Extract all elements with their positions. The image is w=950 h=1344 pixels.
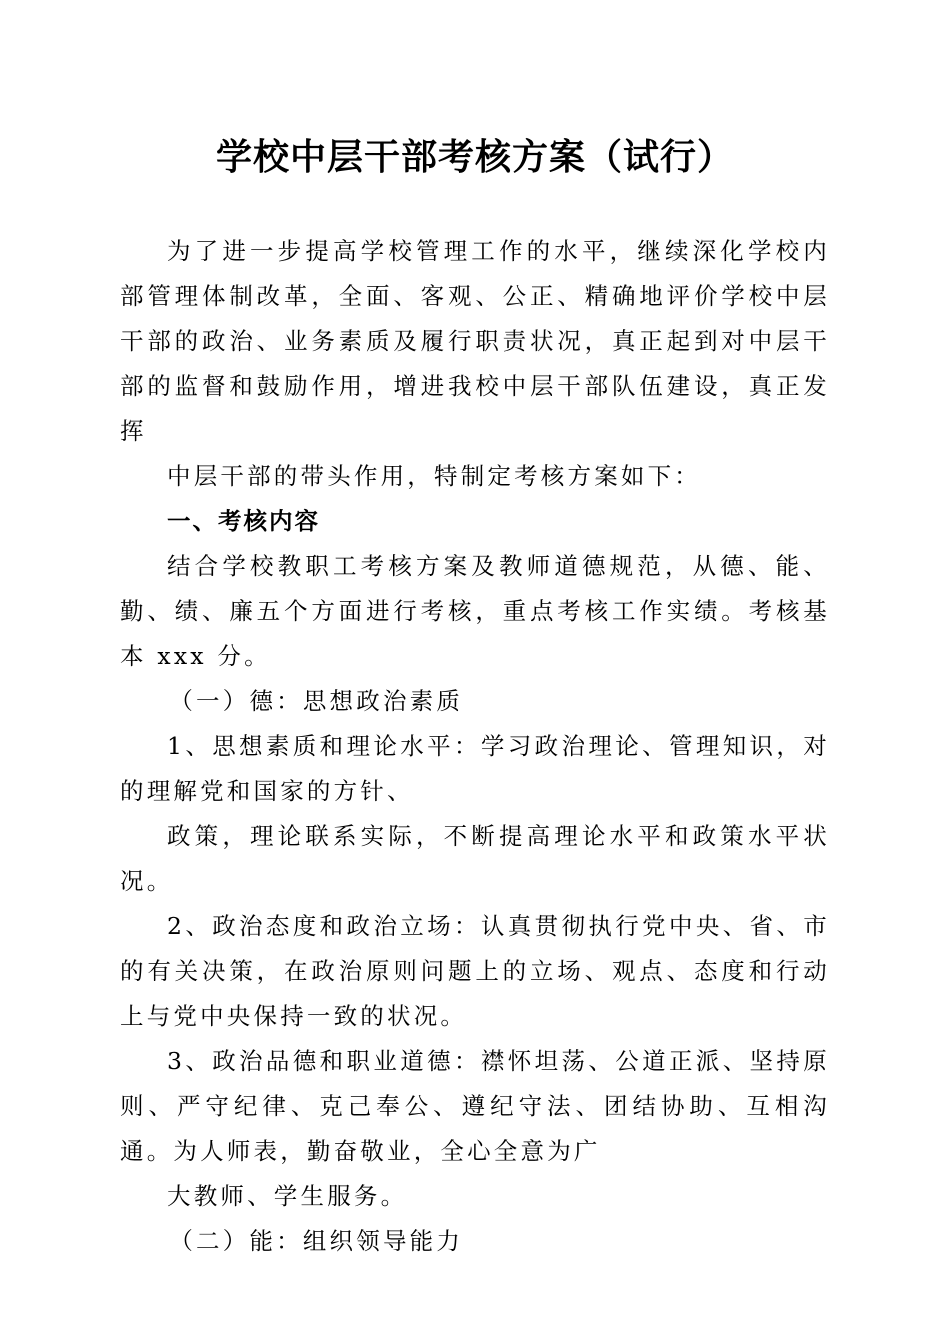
document-body — [120, 229, 830, 1264]
item-1-paragraph: 1、思想素质和理论水平：学习政治理论、管理知识，对的理解党和国家的方针、 — [120, 732, 830, 805]
document-title: 学校中层干部考核方案（试行） — [215, 137, 734, 178]
subsection-heading-morality: （一）德：思想政治素质 — [169, 687, 464, 715]
intro-paragraph: 为了进一步提高学校管理工作的水平，继续深化学校内部管理体制改革，全面、客观、公正、精确地评价学校中层干部的政治、业务素质及履行职责状况，真正起到对中层干部的监督和鼓励作用，增进我校中层干部队伍建设，真正发挥 — [120, 237, 830, 445]
subsection-heading-ability: （二）能：组织领导能力 — [169, 1227, 464, 1255]
intro-continuation: 中层干部的带头作用，特制定考核方案如下： — [167, 462, 701, 490]
item-2-paragraph: 2、政治态度和政治立场：认真贯彻执行党中央、省、市的有关决策，在政治原则问题上的立场、观点、态度和行动上与党中央保持一致的状况。 — [120, 912, 830, 1030]
item-3-paragraph: 3、政治品德和职业道德：襟怀坦荡、公道正派、坚持原则、严守纪律、克己奉公、遵纪守法、团结协助、互相沟通。为人师表，勤奋敬业，全心全意为广 — [120, 1047, 830, 1165]
item-1-continuation: 政策，理论联系实际，不断提高理论水平和政策水平状况。 — [120, 822, 830, 895]
section-heading-assessment-content: 一、考核内容 — [167, 507, 320, 535]
item-3-continuation: 大教师、学生服务。 — [167, 1182, 408, 1210]
assessment-content-paragraph: 结合学校教职工考核方案及教师道德规范，从德、能、勤、绩、廉五个方面进行考核，重点考核工作实绩。考核基本 xxx 分。 — [120, 552, 830, 670]
